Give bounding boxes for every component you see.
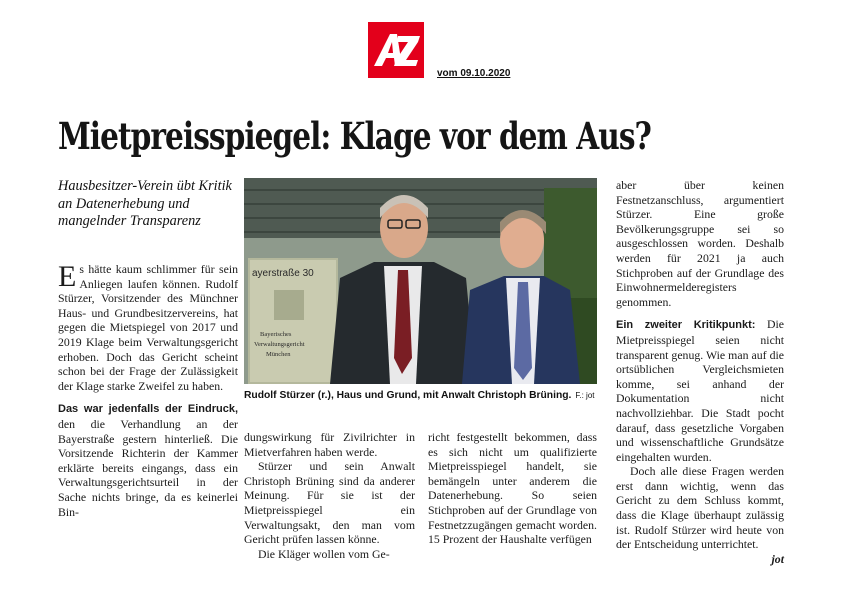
sign-line-2: Verwaltungsgericht (254, 341, 305, 348)
author-signoff: jot (771, 551, 784, 566)
paragraph-text: den die Verhandlung an der Bayerstraße gestern hinterließ. Die Vorsitzende Richterin der Kammer erklärte bereits eingangs, dass ein Verwaltungsgerichtsurteil in der Sache nichts bringe, da es keinerlei Bin- (58, 416, 238, 519)
sign-line-1: Bayerisches (260, 331, 292, 338)
article-column-3 (428, 430, 597, 547)
paragraph (616, 464, 784, 566)
drop-cap: E (58, 260, 77, 293)
two-men-photo (244, 178, 597, 384)
paragraph (58, 401, 238, 519)
article-column-2 (244, 430, 415, 561)
paragraph: Stürzer und sein Anwalt Christoph Brüning sind da anderer Meinung. Für sie ist der Mietpreisspiegel ein Verwaltungsakt, den man vom Gericht prüfen lassen könne. (244, 459, 415, 547)
paragraph (58, 262, 238, 393)
publication-logo (368, 22, 424, 78)
issue-date: vom 09.10.2020 (437, 68, 511, 79)
paragraph: aber über keinen Festnetzanschluss, argumentiert Stürzer. Eine große Bevölkerungsgruppe sei so ausgeschlossen worden. Deshalb werden für 2021 ja auch Stichproben auf der Grundlage des Einwohnermelderegisters genommen. (616, 178, 784, 309)
article-deck: Hausbesitzer-Verein übt Kritik an Datenerhebung und mangelnder Transparenz (58, 178, 232, 229)
article-column-4 (616, 178, 784, 566)
article-photo (244, 178, 597, 384)
paragraph-text: Doch alle diese Fragen werden erst dann wichtig, wenn das Gericht zu dem Schluss kommt, dass die Klage überhaupt zulässig ist. Rudolf Stürzer wird heute von der Entscheidung unterrichtet. (616, 464, 784, 552)
sign-line-3: München (266, 351, 291, 358)
article-headline: Mietpreisspiegel: Klage vor dem Aus? (58, 114, 651, 158)
paragraph: dungswirkung für Zivilrichter in Mietverfahren haben werde. (244, 430, 415, 459)
paragraph: richt festgestellt bekommen, dass es sich nicht um qualifizierte Mietpreisspiegel handelt, sie bemängeln unter anderem die Datenerhebung. So seien Stichproben auf der Grundlage von Festnetzzugängen gemacht worden. 15 Prozent der Haushalte verfügen (428, 430, 597, 547)
paragraph-lead: Das war jedenfalls der Eindruck, (58, 403, 238, 416)
photo-credit: F.: jot (575, 391, 595, 400)
sign-street-text: ayerstraße 30 (252, 268, 314, 279)
photo-caption (244, 390, 597, 401)
paragraph-text: Die Mietpreisspiegel seien nicht transparent genug. Wie man auf die ortsüblichen Vergleichsmieten komme, sei anhand der Dokumentation nicht nachvollziehbar. Die Stadt pocht darauf, dass gesetzliche Vorgaben und wissenschaftliche Grundsätze eingehalten wurden. (616, 317, 784, 464)
az-logo-icon (368, 22, 424, 78)
paragraph: Die Kläger wollen vom Ge- (258, 546, 390, 561)
caption-text: Rudolf Stürzer (r.), Haus und Grund, mit Anwalt Christoph Brüning. (244, 390, 572, 401)
paragraph (616, 317, 784, 464)
article-column-1 (58, 262, 238, 519)
paragraph-lead: Ein zweiter Kritikpunkt: (616, 319, 756, 332)
paragraph-text: s hätte kaum schlimmer für sein Anliegen laufen können. Rudolf Stürzer, Vorsitzender des Münchner Haus- und Grundbesitzervereins, hat gegen die Mietspiegel von 2017 und 2019 Klage beim Verwaltungsgericht erhoben. Doch das Gericht scheint schon bei der Frage der Zulässigkeit der Klage starke Zweifel zu haben. (58, 262, 238, 393)
